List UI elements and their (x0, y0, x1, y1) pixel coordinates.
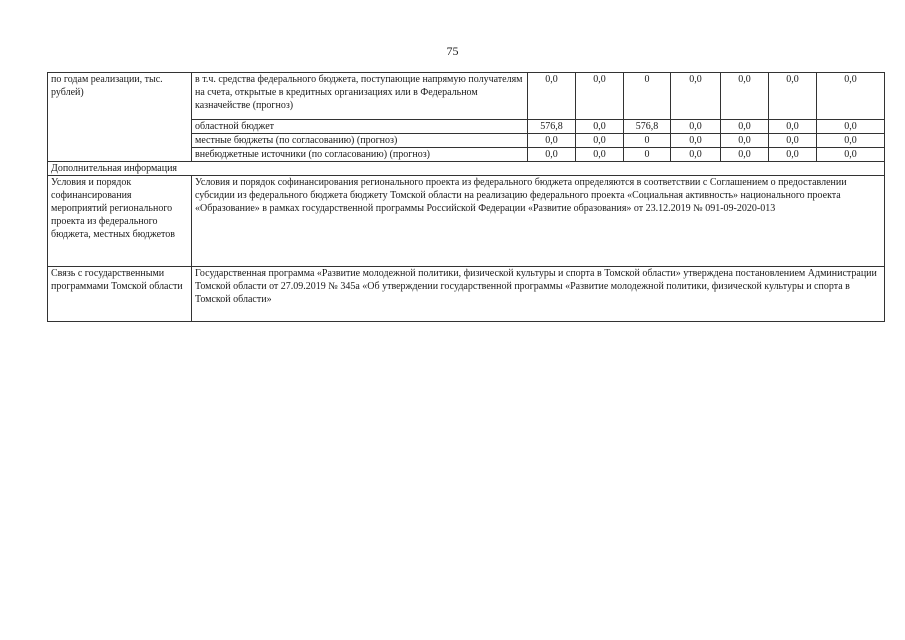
programs-link-text: Государственная программа «Развитие молодежной политики, физической культуры и спорта в Томской области» утверждена постановлением Администрации Томской области от 27.09.2019 № 345а «Об утверждении государственной программы «Развитие молодежной политики, физической культуры и спорта в Томской области» (192, 267, 885, 322)
funding-value: 0,0 (721, 148, 769, 162)
programs-link-label: Связь с государственными программами Томской области (48, 267, 192, 322)
funding-value: 0 (624, 148, 671, 162)
funding-value: 0,0 (671, 120, 721, 134)
table-row (48, 267, 885, 322)
funding-value: 0,0 (721, 120, 769, 134)
funding-value: 0,0 (769, 148, 817, 162)
page-number: 75 (446, 44, 459, 58)
funding-value: 0,0 (576, 120, 624, 134)
funding-value: 0,0 (528, 73, 576, 120)
funding-source-label: местные бюджеты (по согласованию) (прогноз) (192, 134, 528, 148)
funding-source-label: внебюджетные источники (по согласованию) (прогноз) (192, 148, 528, 162)
funding-value: 0,0 (817, 148, 885, 162)
table-row (48, 162, 885, 176)
funding-source-label: областной бюджет (192, 120, 528, 134)
funding-value: 0,0 (671, 134, 721, 148)
funding-value: 0,0 (671, 73, 721, 120)
funding-value: 0,0 (769, 73, 817, 120)
funding-value: 0,0 (576, 73, 624, 120)
funding-value: 0,0 (721, 73, 769, 120)
funding-value: 576,8 (528, 120, 576, 134)
funding-value: 0,0 (528, 134, 576, 148)
funding-value: 0 (624, 134, 671, 148)
funding-value: 0 (624, 73, 671, 120)
funding-value: 0,0 (576, 148, 624, 162)
funding-source-label: в т.ч. средства федерального бюджета, поступающие напрямую получателям на счета, открытые в кредитных организациях или в Федеральном казначействе (прогноз) (192, 73, 528, 120)
table-row (48, 176, 885, 267)
funding-value: 0,0 (817, 134, 885, 148)
funding-value: 0,0 (769, 120, 817, 134)
funding-value: 0,0 (671, 148, 721, 162)
funding-value: 0,0 (817, 120, 885, 134)
funding-value: 0,0 (769, 134, 817, 148)
conditions-label: Условия и порядок софинансирования мероприятий регионального проекта из федерального бюджета, местных бюджетов (48, 176, 192, 267)
table-row (48, 73, 885, 120)
funding-value: 0,0 (817, 73, 885, 120)
funding-value: 0,0 (528, 148, 576, 162)
funding-value: 0,0 (576, 134, 624, 148)
funding-row-label: по годам реализации, тыс. рублей) (48, 73, 192, 162)
project-table (47, 72, 885, 322)
funding-value: 576,8 (624, 120, 671, 134)
funding-value: 0,0 (721, 134, 769, 148)
section-heading: Дополнительная информация (48, 162, 885, 176)
conditions-text: Условия и порядок софинансирования регионального проекта из федерального бюджета определяются в соответствии с Соглашением о предоставлении субсидии из федерального бюджета бюджету Томской области на реализацию федерального проекта «Социальная активность» национального проекта «Образование» в рамках государственной программы Российской Федерации «Развитие образования» от 23.12.2019 № 091-09-2020-013 (192, 176, 885, 267)
